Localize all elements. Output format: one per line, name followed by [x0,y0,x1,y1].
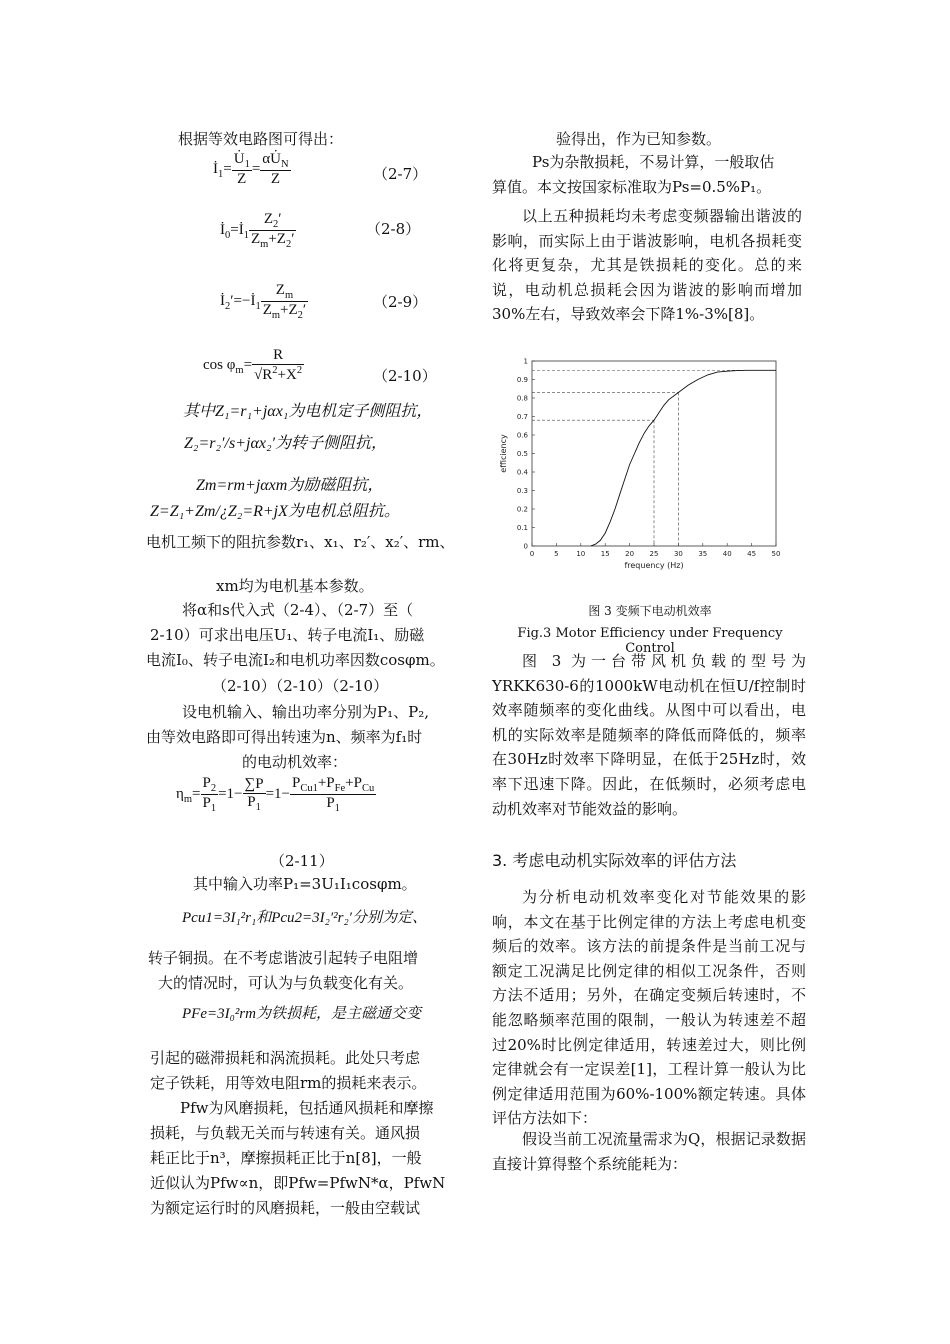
para5-line5: 为额定运行时的风磨损耗，一般由空载试 [150,1199,421,1217]
equation-2-9: $İ_2'=-İ_1$ $\frac{Z_m}{Z_m+Z_2'}$ [220,282,307,321]
y-tick-label: 0.8 [516,394,528,403]
x-axis-label: frequency (Hz) [624,561,684,570]
para1-line3: 电流I₀、转子电流I₂和电机功率因数cosφm。 [146,651,445,669]
x-tick-label: 10 [576,550,586,558]
y-tick-label: 0 [523,542,528,551]
eq-number-2-11: （2-11） [270,852,334,870]
para1-line2: 2-10）可求出电压U₁、转子电流I₁、励磁 [150,626,425,644]
y-tick-label: 0.2 [516,505,528,514]
equation-2-7: $İ_1=$ $\frac{U̇_1}{Z}$ = $\frac{\alpha U̇_N}{Z}$ [213,151,289,187]
y-tick-label: 0.6 [516,431,528,440]
plot-area [532,361,776,546]
equation-2-8: $İ_0=İ_1$ $\frac{Z_2'}{Z_m+Z_2'}$ [220,211,295,250]
right-line1: 验得出，作为已知参数。 [556,130,722,148]
para1-line4: （2-10）（2-10）（2-10） [212,677,389,695]
x-tick-label: 0 [529,550,535,558]
x-tick-label: 15 [600,550,610,558]
efficiency-chart [492,357,792,587]
section-heading: 3. 考虑电动机实际效率的评估方法 [492,851,737,870]
eq-number-2-7: （2-7） [373,165,428,183]
figure-caption-en: Fig.3 Motor Efficiency under Frequency Control [517,626,783,656]
para3-line2: Pcu1=3I₁²r₁和Pcu2=3I₂′²r₂′分别为定、 [182,910,427,926]
x-tick-label: 30 [673,550,683,558]
figure-caption-cn: 图 3 变频下电动机效率 [588,604,712,618]
para3-line3: 转子铜损。在不考虑谐波引起转子电阻增 [148,949,419,967]
para2-line3: 的电动机效率： [242,753,348,771]
equation-2-10: $\cos \varphi_m=$ $\frac{R}{√R^2+X^2}$ [203,347,303,383]
para2-line2: 由等效电路即可得出转速为n、频率为f₁时 [146,728,423,746]
x-tick-label: 35 [698,550,708,558]
right-line3: 算值。本文按国家标准取为Ps=0.5%P₁。 [492,178,772,196]
y-tick-label: 0.4 [516,468,528,477]
eq-number-2-10: （2-10） [373,367,437,385]
x-tick-label: 20 [625,550,635,558]
y-tick-label: 0.9 [516,376,528,384]
section-paragraph-1: 为分析电动机效率变化对节能效果的影响，本文在基于比例定律的方法上考虑电机变频后的效率。该方法的前提条件是当前工况与额定工况满足比例定律的相似工况条件，否则方法不适用；另外，在确定变频后转速时，不能忽略频率范围的限制，一般认为转速差不超过20%时比例定律适用，转速差过大，则比例定律就会有一定误差[1]，工程计算一般认为比例定律适用范围为60%-100%额定转速。具体评估方法如下： [492,888,806,1128]
eq-number-2-8: （2-8） [366,220,421,238]
x-tick-label: 45 [747,550,757,558]
x-tick-label: 50 [771,550,781,558]
para5-line1: Pfw为风磨损耗，包括通风损耗和摩擦 [180,1099,434,1117]
y-tick-label: 0.1 [516,524,528,532]
para1-line1: 将α和s代入式（2-4）、（2-7）至（ [182,601,414,619]
para4-line2: 引起的磁滞损耗和涡流损耗。此处只考虑 [150,1049,421,1067]
z2-definition: Z₂=r₂′/s+jαx₂′为转子侧阻抗， [184,435,388,452]
params-text: 电机工频下的阻抗参数r₁、x₁、r₂′、x₂′、rm、 [146,533,455,551]
y-axis-label: efficiency [499,434,508,473]
para5-line4: 近似认为Pfw∝n，即Pfw=PfwN*α，PfwN [150,1174,446,1192]
z-definition: Z=Z₁+Zm/¿Z₂=R+jX为电机总阻抗。 [150,503,400,520]
zm-definition: Zm=rm+jαxm为励磁阻抗， [196,477,384,494]
right-line2: Ps为杂散损耗，不易计算，一般取估 [532,153,775,171]
y-tick-label: 1 [523,357,528,366]
params-text-2: xm均为电机基本参数。 [216,577,374,595]
y-tick-label: 0.3 [516,487,528,495]
para3-line1: 其中输入功率P₁=3U₁I₁cosφm。 [193,875,417,893]
x-tick-label: 5 [554,550,559,558]
para5-line2: 损耗，与负载无关而与转速有关。通风损 [150,1124,421,1142]
x-tick-label: 25 [649,550,659,558]
equation-2-11: $\eta_m=$ $\frac{P_2}{P_1}$ =1− $\frac{\sum P}{P_1}$ =1− $\frac{P_{Cu1}+P_{Fe}+P_{Cu}}{P_1}$ [176,775,375,814]
para4-line3: 定子铁耗，用等效电阻rm的损耗来表示。 [150,1074,427,1092]
y-tick-label: 0.7 [516,413,528,421]
para3-line4: 大的情况时，可认为与负载变化有关。 [158,974,414,992]
figure-discussion: 图 3 为一台带风机负载的型号为YRKK630-6的1000kW电动机在恒U/f控制时效率随频率的变化曲线。从图中可以看出，电机的实际效率是随频率的降低而降低的，频率在30Hz时效率下降明显，在低于25Hz时，效率下迅速下降。因此，在低频时，必须考虑电动机效率对节能效益的影响。 [492,652,806,818]
x-tick-label: 40 [722,550,732,558]
intro-text: 根据等效电路图可得出： [178,130,344,148]
eq-number-2-9: （2-9） [373,293,428,311]
para2-line1: 设电机输入、输出功率分别为P₁、P₂, [182,703,429,721]
section-paragraph-2: 假设当前工况流量需求为Q，根据记录数据直接计算得整个系统能耗为： [492,1130,806,1173]
y-tick-label: 0.5 [516,450,528,458]
para4-line1: PFe=3I₀²rm为铁损耗，是主磁通交变 [182,1006,421,1022]
harmonic-paragraph: 以上五种损耗均未考虑变频器输出谐波的影响，而实际上由于谐波影响，电机各损耗变化将更复杂，尤其是铁损耗的变化。总的来说，电动机总损耗会因为谐波的影响而增加30%左右，导致效率会下降1%-3%[8]。 [492,207,802,324]
z1-definition: 其中Z₁=r₁+jαx₁为电机定子侧阻抗， [183,403,433,420]
para5-line3: 耗正比于n³，摩擦损耗正比于n[8]，一般 [150,1149,422,1167]
